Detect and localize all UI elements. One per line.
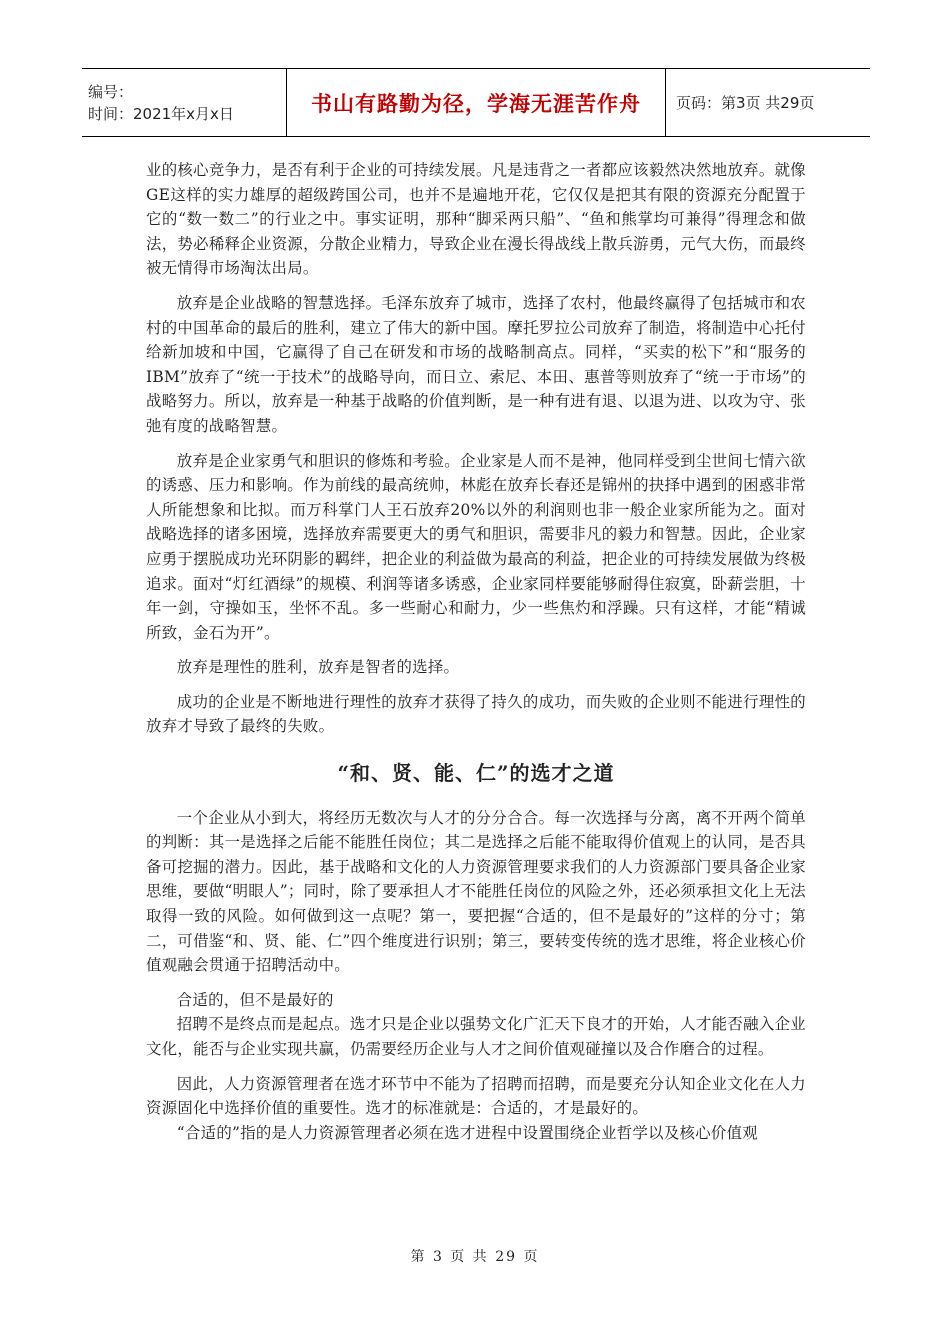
paragraph: 放弃是企业战略的智慧选择。毛泽东放弃了城市，选择了农村，他最终赢得了包括城市和农村的中国革命的最后的胜利，建立了伟大的新中国。摩托罗拉公司放弃了制造，将制造中心托付给新加坡和中国，它赢得了自己在研发和市场的战略制高点。同样，“买卖的松下”和“服务的IBM”放弃了“统一于技术”的战略导向，而日立、索尼、本田、惠普等则放弃了“统一于市场”的战略努力。所以，放弃是一种基于战略的价值判断，是一种有进有退、以退为进、以攻为守、张弛有度的战略智慧。 xyxy=(146,293,806,435)
header-meta xyxy=(82,69,287,136)
paragraph: 成功的企业是不断地进行理性的放弃才获得了持久的成功，而失败的企业则不能进行理性的放弃才导致了最终的失败。 xyxy=(146,692,806,736)
subheading: 合适的，但不是最好的 xyxy=(176,990,334,1009)
paragraph: 因此，人力资源管理者在选才环节中不能为了招聘而招聘，而是要充分认知企业文化在人力资源固化中选择价值的重要性。选才的标准就是：合适的，才是最好的。 xyxy=(146,1074,806,1118)
section-title: “和、贤、能、仁”的选才之道 xyxy=(337,761,615,786)
header-page-info: 页码：第3页 共29页 xyxy=(676,94,815,112)
header-motto: 书山有路勤为径，学海无涯苦作舟 xyxy=(287,69,666,136)
document-number-label: 编号： xyxy=(88,82,134,101)
document-time-label: 时间：2021年x月x日 xyxy=(88,104,234,123)
paragraph: 放弃是企业家勇气和胆识的修炼和考验。企业家是人而不是神，他同样受到尘世间七情六欲的诱惑、压力和影响。作为前线的最高统帅，林彪在放弃长春还是锦州的抉择中遇到的困惑非常人所能想象和比拟。而万科掌门人王石放弃20%以外的利润则也非一般企业家所能为之。面对战略选择的诸多困境，选择放弃需要更大的勇气和胆识，需要非凡的毅力和智慧。因此，企业家应勇于摆脱成功光环阴影的羁绊，把企业的利益做为最高的利益，把企业的可持续发展做为终极追求。面对“灯红酒绿”的规模、利润等诸多诱惑，企业家同样要能够耐得住寂寞，卧薪尝胆，十年一剑，守操如玉，坐怀不乱。多一些耐心和耐力，少一些焦灼和浮躁。只有这样，才能“精诚所致，金石为开”。 xyxy=(146,451,806,642)
paragraph: 一个企业从小到大，将经历无数次与人才的分分合合。每一次选择与分离，离不开两个简单的判断：其一是选择之后能不能胜任岗位；其二是选择之后能不能取得价值观上的认同，是否具备可挖掘的潜力。因此，基于战略和文化的人力资源管理要求我们的人力资源部门要具备企业家思维，要做“明眼人”；同时，除了要承担人才不能胜任岗位的风险之外，还必须承担文化上无法取得一致的风险。如何做到这一点呢？第一，要把握“合适的，但不是最好的”这样的分寸；第二，可借鉴“和、贤、能、仁”四个维度进行识别；第三，要转变传统的选才思维，将企业核心价值观融会贯通于招聘活动中。 xyxy=(146,808,806,975)
page-footer: 第 3 页 共 29 页 xyxy=(410,1249,540,1265)
page-header xyxy=(82,68,870,137)
paragraph: 放弃是理性的胜利，放弃是智者的选择。 xyxy=(176,658,460,677)
paragraph: 招聘不是终点而是起点。选才只是企业以强势文化广汇天下良才的开始，人才能否融入企业文化，能否与企业实现共赢，仍需要经历企业与人才之间价值观碰撞以及合作磨合的过程。 xyxy=(146,1015,806,1058)
document-body xyxy=(146,158,806,1155)
paragraph: “合适的”指的是人力资源管理者必须在选才进程中设置围绕企业哲学以及核心价值观 xyxy=(176,1123,758,1142)
paragraph: 业的核心竞争力，是否有利于企业的可持续发展。凡是违背之一者都应该毅然决然地放弃。就像GE这样的实力雄厚的超级跨国公司，也并不是遍地开花，它仅仅是把其有限的资源充分配置于它的“数一数二”的行业之中。事实证明，那种“脚采两只船”、“鱼和熊掌均可兼得”得理念和做法，势必稀释企业资源，分散企业精力，导致企业在漫长得战线上散兵游勇，元气大伤，而最终被无情得市场淘汰出局。 xyxy=(146,161,806,278)
